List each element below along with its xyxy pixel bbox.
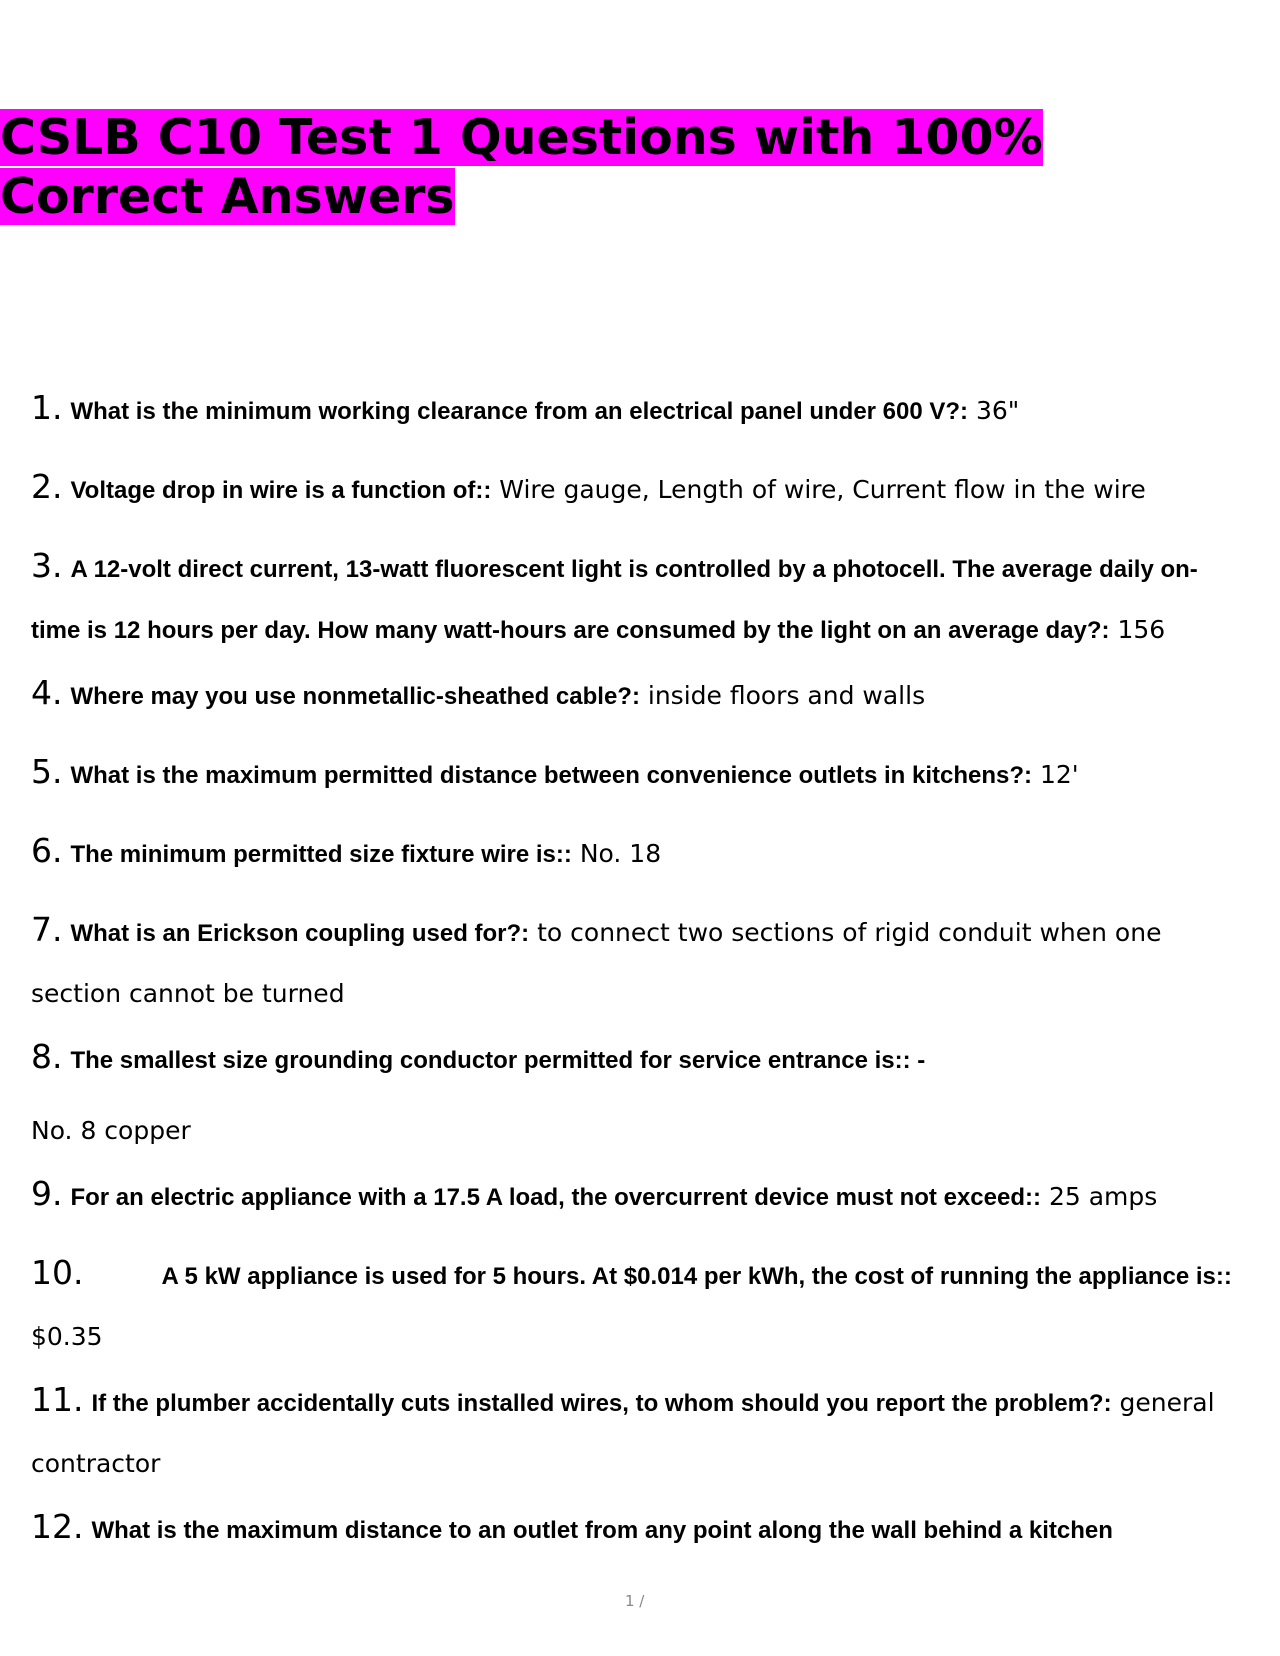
answer-text: general contractor xyxy=(31,1388,1215,1478)
question-1 xyxy=(31,378,1241,442)
answer-text: 25 amps xyxy=(1048,1182,1158,1211)
question-text: Voltage drop in wire is a function of:: xyxy=(70,477,492,504)
question-3 xyxy=(31,536,1241,661)
page-number: 1 / xyxy=(625,1592,645,1610)
question-text: What is an Erickson coupling used for?: xyxy=(70,920,530,947)
question-number: 1. xyxy=(31,388,63,427)
question-5 xyxy=(31,742,1241,806)
answer-text: No. 18 xyxy=(579,839,662,868)
question-text: A 12-volt direct current, 13-watt fluorescent light is controlled by a photocell. The average daily on-time is 12 hours per day. How many watt-hours are consumed by the light on an average day?: xyxy=(31,556,1198,644)
answer-text: 156 xyxy=(1117,615,1166,644)
question-number: 4. xyxy=(31,673,63,712)
question-2 xyxy=(31,457,1241,521)
question-text: Where may you use nonmetallic-sheathed cable?: xyxy=(70,683,640,710)
question-9 xyxy=(31,1164,1241,1228)
question-11 xyxy=(31,1370,1241,1494)
answer-text: 12' xyxy=(1039,760,1079,789)
question-number: 8. xyxy=(31,1037,63,1076)
question-7 xyxy=(31,900,1241,1024)
question-text: What is the maximum distance to an outlet from any point along the wall behind a kitchen xyxy=(91,1517,1113,1544)
question-text: A 5 kW appliance is used for 5 hours. At $0.014 per kWh, the cost of running the appliance is:: xyxy=(161,1263,1232,1290)
answer-text: Wire gauge, Length of wire, Current flow in the wire xyxy=(499,475,1146,504)
title-line-2: Correct Answers xyxy=(0,168,455,225)
question-text: What is the minimum working clearance from an electrical panel under 600 V?: xyxy=(70,398,969,425)
question-4 xyxy=(31,663,1241,727)
question-number: 2. xyxy=(31,467,63,506)
question-text: What is the maximum permitted distance between convenience outlets in kitchens?: xyxy=(70,762,1032,789)
answer-text: 36" xyxy=(976,396,1020,425)
question-text: The minimum permitted size fixture wire is:: xyxy=(70,841,572,868)
question-number: 11. xyxy=(31,1380,84,1419)
title-line-1: CSLB C10 Test 1 Questions with 100% xyxy=(0,109,1043,166)
question-number: 6. xyxy=(31,831,63,870)
answer-text: No. 8 copper xyxy=(31,1116,191,1145)
question-12 xyxy=(31,1497,1241,1561)
question-text: For an electric appliance with a 17.5 A load, the overcurrent device must not exceed:: xyxy=(70,1184,1041,1211)
answer-text: to connect two sections of rigid conduit when one section cannot be turned xyxy=(31,918,1162,1008)
question-number: 10. xyxy=(31,1253,84,1292)
question-10 xyxy=(31,1243,1241,1367)
question-text: If the plumber accidentally cuts installed wires, to whom should you report the problem?: xyxy=(91,1390,1112,1417)
question-number: 7. xyxy=(31,910,63,949)
question-number: 3. xyxy=(31,546,63,585)
question-number: 5. xyxy=(31,752,63,791)
question-number: 12. xyxy=(31,1507,84,1546)
answer-text: $0.35 xyxy=(31,1322,103,1351)
question-text: The smallest size grounding conductor permitted for service entrance is:: - xyxy=(70,1047,926,1074)
document-title xyxy=(0,108,1120,226)
answer-text: inside floors and walls xyxy=(647,681,926,710)
question-6 xyxy=(31,821,1241,885)
question-number: 9. xyxy=(31,1174,63,1213)
question-8 xyxy=(31,1027,1241,1161)
